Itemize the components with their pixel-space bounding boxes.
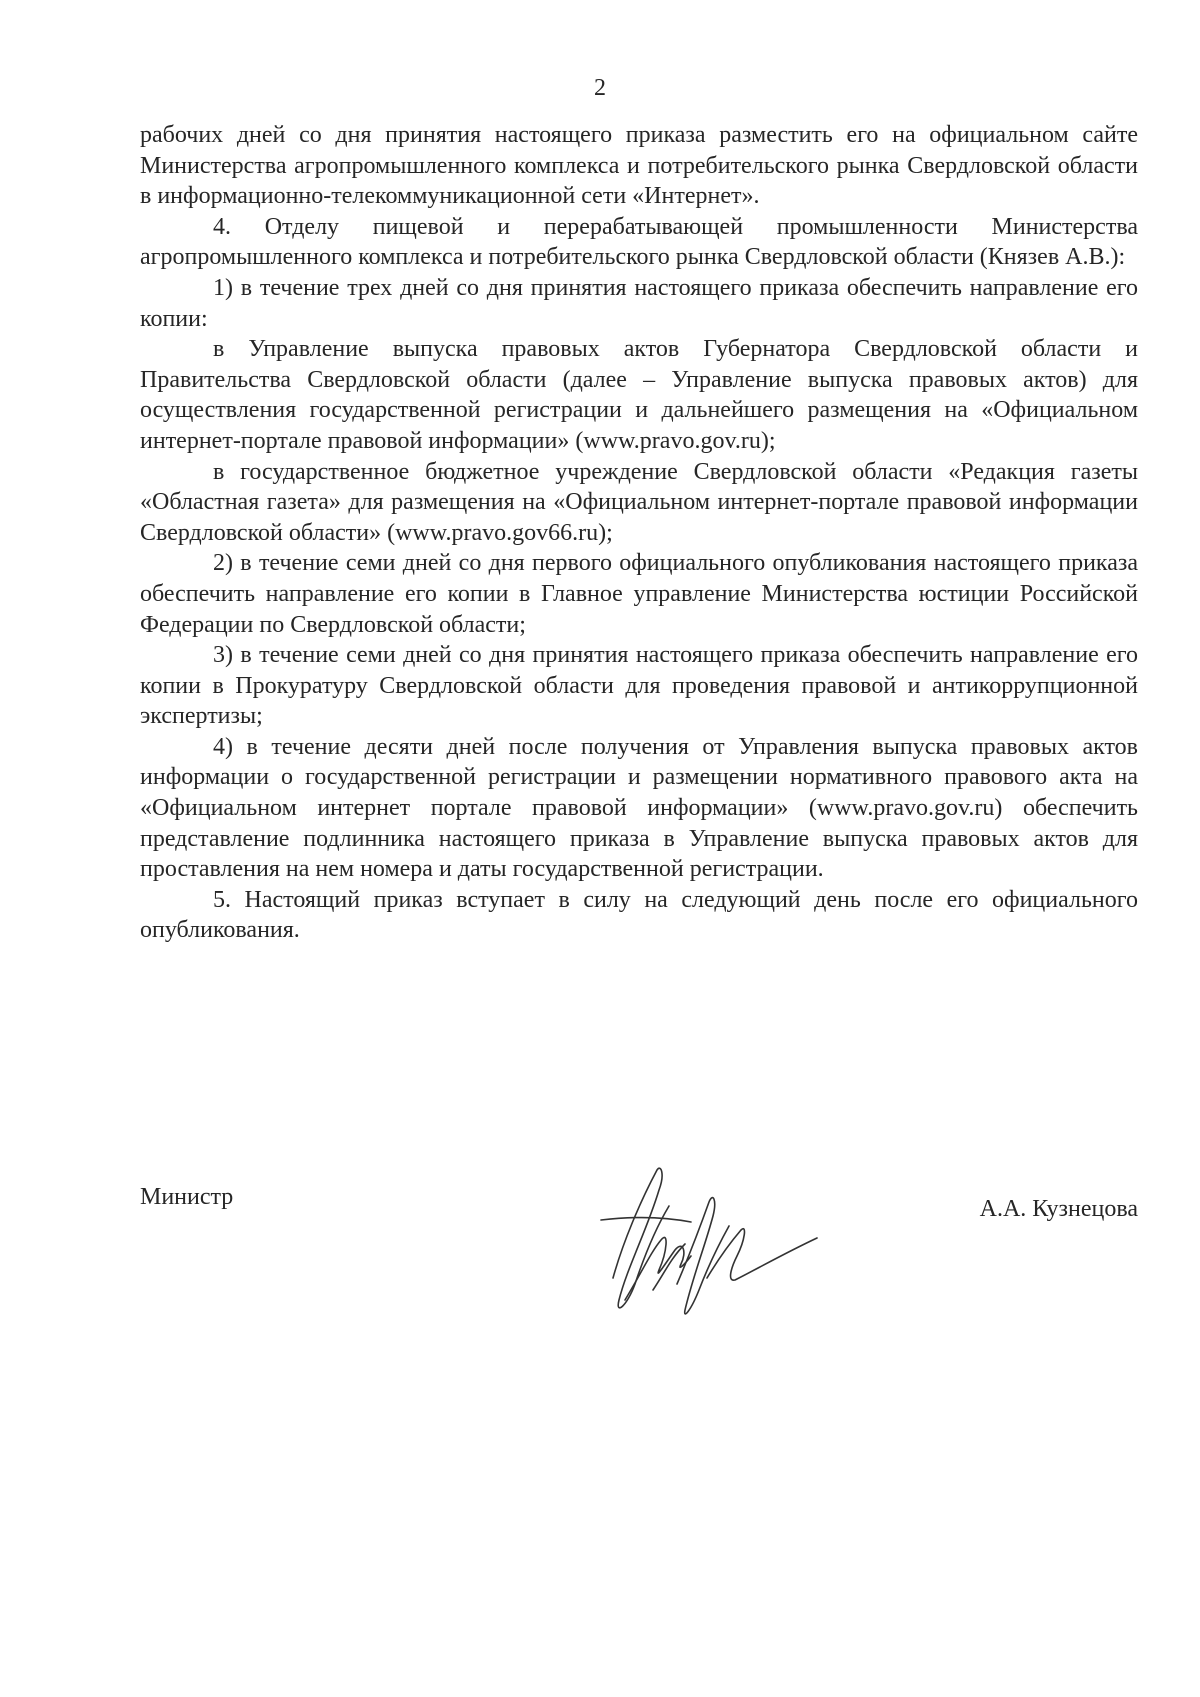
signatory-name: А.А. Кузнецова <box>979 1196 1138 1222</box>
handwritten-signature <box>595 1160 830 1325</box>
signatory-title: Министр <box>140 1184 234 1210</box>
paragraph: 5. Настоящий приказ вступает в силу на следующий день после его официального опубликования. <box>140 886 1138 944</box>
page-number: 2 <box>594 75 606 101</box>
document-body <box>140 120 1138 946</box>
paragraph: 4) в течение десяти дней после получения от Управления выпуска правовых актов информации о государственной регистрации и размещении нормативного правового акта на «Официальном интернет портале правовой информации» (www.pravo.gov.ru) обеспечить представление подлинника настоящего приказа в Управление выпуска правовых актов для проставления на нем номера и даты государственной регистрации. <box>140 733 1138 883</box>
paragraph: рабочих дней со дня принятия настоящего приказа разместить его на официальном сайте Министерства агропромышленного комплекса и потребительского рынка Свердловской области в информационно-телекоммуникационной сети «Интернет». <box>140 122 1138 210</box>
paragraph: в Управление выпуска правовых актов Губернатора Свердловской области и Правительства Свердловской области (далее – Управление выпуска правовых актов) для осуществления государственной регистрации и дальнейшего размещения на «Официальном интернет-портале правовой информации» (www.pravo.gov.ru); <box>140 336 1138 454</box>
paragraph: в государственное бюджетное учреждение Свердловской области «Редакция газеты «Областная газета» для размещения на «Официальном интернет-портале правовой информации Свердловской области» (www.pravo.gov66.ru); <box>140 458 1138 546</box>
paragraph: 4. Отделу пищевой и перерабатывающей промышленности Министерства агропромышленного комплекса и потребительского рынка Свердловской области (Князев А.В.): <box>140 213 1138 271</box>
paragraph: 3) в течение семи дней со дня принятия настоящего приказа обеспечить направление его копии в Прокуратуру Свердловской области для проведения правовой и антикоррупционной экспертизы; <box>140 642 1138 730</box>
paragraph: 2) в течение семи дней со дня первого официального опубликования настоящего приказа обеспечить направление его копии в Главное управление Министерства юстиции Российской Федерации по Свердловской области; <box>140 550 1138 638</box>
paragraph: 1) в течение трех дней со дня принятия настоящего приказа обеспечить направление его копии: <box>140 274 1138 332</box>
signature-block <box>0 1160 1200 1360</box>
